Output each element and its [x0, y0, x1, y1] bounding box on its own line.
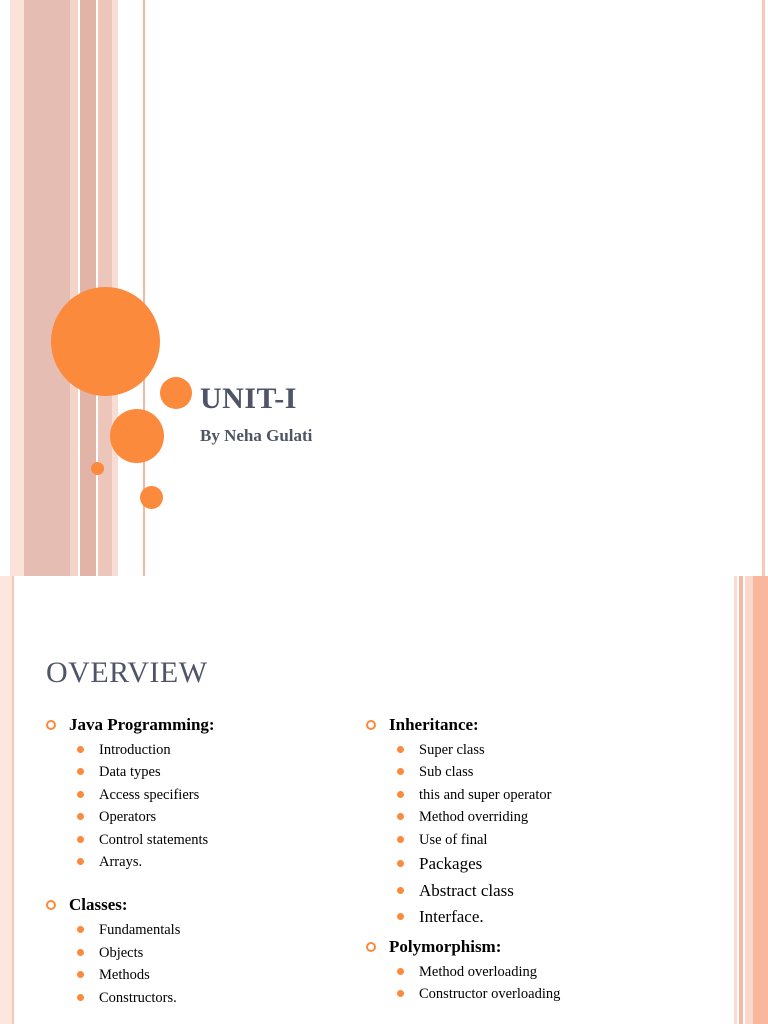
dot-bullet-icon — [397, 990, 404, 997]
list-item-text: Objects — [99, 944, 144, 961]
list-item — [46, 942, 215, 964]
list-item-text: Arrays. — [99, 854, 143, 871]
list-item-text: this and super operator — [419, 786, 552, 803]
list-item-text: Data types — [99, 764, 161, 781]
decor-stripe — [0, 576, 12, 1024]
list-item — [366, 829, 560, 851]
decor-circle-medium — [110, 409, 164, 463]
list-item-text: Packages — [419, 854, 483, 874]
list-item — [46, 739, 215, 761]
dot-bullet-icon — [397, 768, 404, 775]
left-column — [46, 713, 215, 1009]
list-item — [366, 806, 560, 828]
decor-circle-large — [51, 287, 160, 396]
dot-bullet-icon — [77, 926, 84, 933]
right-column — [366, 713, 560, 1005]
ring-bullet-icon — [46, 900, 56, 910]
dot-bullet-icon — [77, 994, 84, 1001]
decor-stripe — [734, 576, 737, 1024]
dot-bullet-icon — [77, 836, 84, 843]
list-item — [366, 878, 560, 905]
list-item — [46, 919, 215, 941]
dot-bullet-icon — [397, 813, 404, 820]
decor-stripe — [739, 576, 743, 1024]
bullet-list — [46, 739, 215, 873]
list-item-text: Access specifiers — [99, 786, 200, 803]
list-item — [46, 987, 215, 1009]
decor-circle-small — [140, 486, 163, 509]
dot-bullet-icon — [77, 791, 84, 798]
list-item-text: Control statements — [99, 831, 209, 848]
list-item-text: Sub class — [419, 764, 474, 781]
decor-stripe — [12, 576, 14, 1024]
list-item-text: Method overriding — [419, 809, 529, 826]
slide-subtitle: By Neha Gulati — [200, 426, 313, 445]
list-item — [366, 784, 560, 806]
list-item-text: Fundamentals — [99, 922, 181, 939]
ring-bullet-icon — [46, 720, 56, 730]
decor-stripe — [24, 0, 70, 576]
decor-stripe — [10, 0, 24, 576]
bullet-list — [366, 739, 560, 931]
decor-circle-small — [160, 377, 192, 409]
list-item — [366, 851, 560, 878]
list-item — [366, 983, 560, 1005]
list-item-text: Constructor overloading — [419, 985, 561, 1002]
dot-bullet-icon — [397, 913, 404, 920]
dot-bullet-icon — [397, 836, 404, 843]
list-item — [366, 961, 560, 983]
list-item — [46, 784, 215, 806]
list-item — [46, 806, 215, 828]
list-item — [46, 761, 215, 783]
dot-bullet-icon — [397, 791, 404, 798]
dot-bullet-icon — [77, 971, 84, 978]
list-item-text: Abstract class — [419, 880, 514, 900]
dot-bullet-icon — [397, 860, 404, 867]
section-heading-text: Inheritance: — [389, 715, 479, 734]
dot-bullet-icon — [397, 746, 404, 753]
list-item — [46, 964, 215, 986]
section-heading-text: Java Programming: — [69, 715, 215, 734]
section-heading — [366, 935, 560, 959]
dot-bullet-icon — [77, 858, 84, 865]
bullet-list — [366, 961, 560, 1006]
dot-bullet-icon — [77, 949, 84, 956]
decor-stripe — [745, 576, 753, 1024]
list-item-text: Use of final — [419, 831, 488, 848]
dot-bullet-icon — [77, 768, 84, 775]
decor-stripe — [753, 576, 768, 1024]
dot-bullet-icon — [77, 746, 84, 753]
list-item — [366, 904, 560, 931]
list-item — [46, 829, 215, 851]
list-item-text: Interface. — [419, 907, 484, 927]
list-item-text: Introduction — [99, 742, 171, 758]
ring-bullet-icon — [366, 942, 376, 952]
decor-stripe — [70, 0, 78, 576]
section-heading — [46, 713, 215, 737]
section-heading-text: Classes: — [69, 895, 128, 915]
decor-circle-tiny — [91, 462, 104, 475]
section-heading — [46, 893, 215, 917]
section-heading-text: Polymorphism: — [389, 936, 502, 956]
list-item-text: Super class — [419, 742, 485, 758]
section-heading — [366, 713, 560, 737]
list-item-text: Methods — [99, 967, 150, 984]
list-item — [366, 739, 560, 761]
dot-bullet-icon — [397, 887, 404, 894]
bullet-list — [46, 919, 215, 1009]
dot-bullet-icon — [397, 968, 404, 975]
list-item-text: Operators — [99, 809, 157, 826]
list-item — [366, 761, 560, 783]
slide-title: UNIT-I — [200, 382, 297, 415]
list-item-text: Method overloading — [419, 963, 537, 980]
list-item — [46, 851, 215, 873]
decor-stripe — [762, 0, 765, 576]
slide-title: OVERVIEW — [46, 656, 208, 689]
ring-bullet-icon — [366, 720, 376, 730]
dot-bullet-icon — [77, 813, 84, 820]
overview-slide — [0, 576, 768, 1024]
list-item-text: Constructors. — [99, 989, 177, 1006]
